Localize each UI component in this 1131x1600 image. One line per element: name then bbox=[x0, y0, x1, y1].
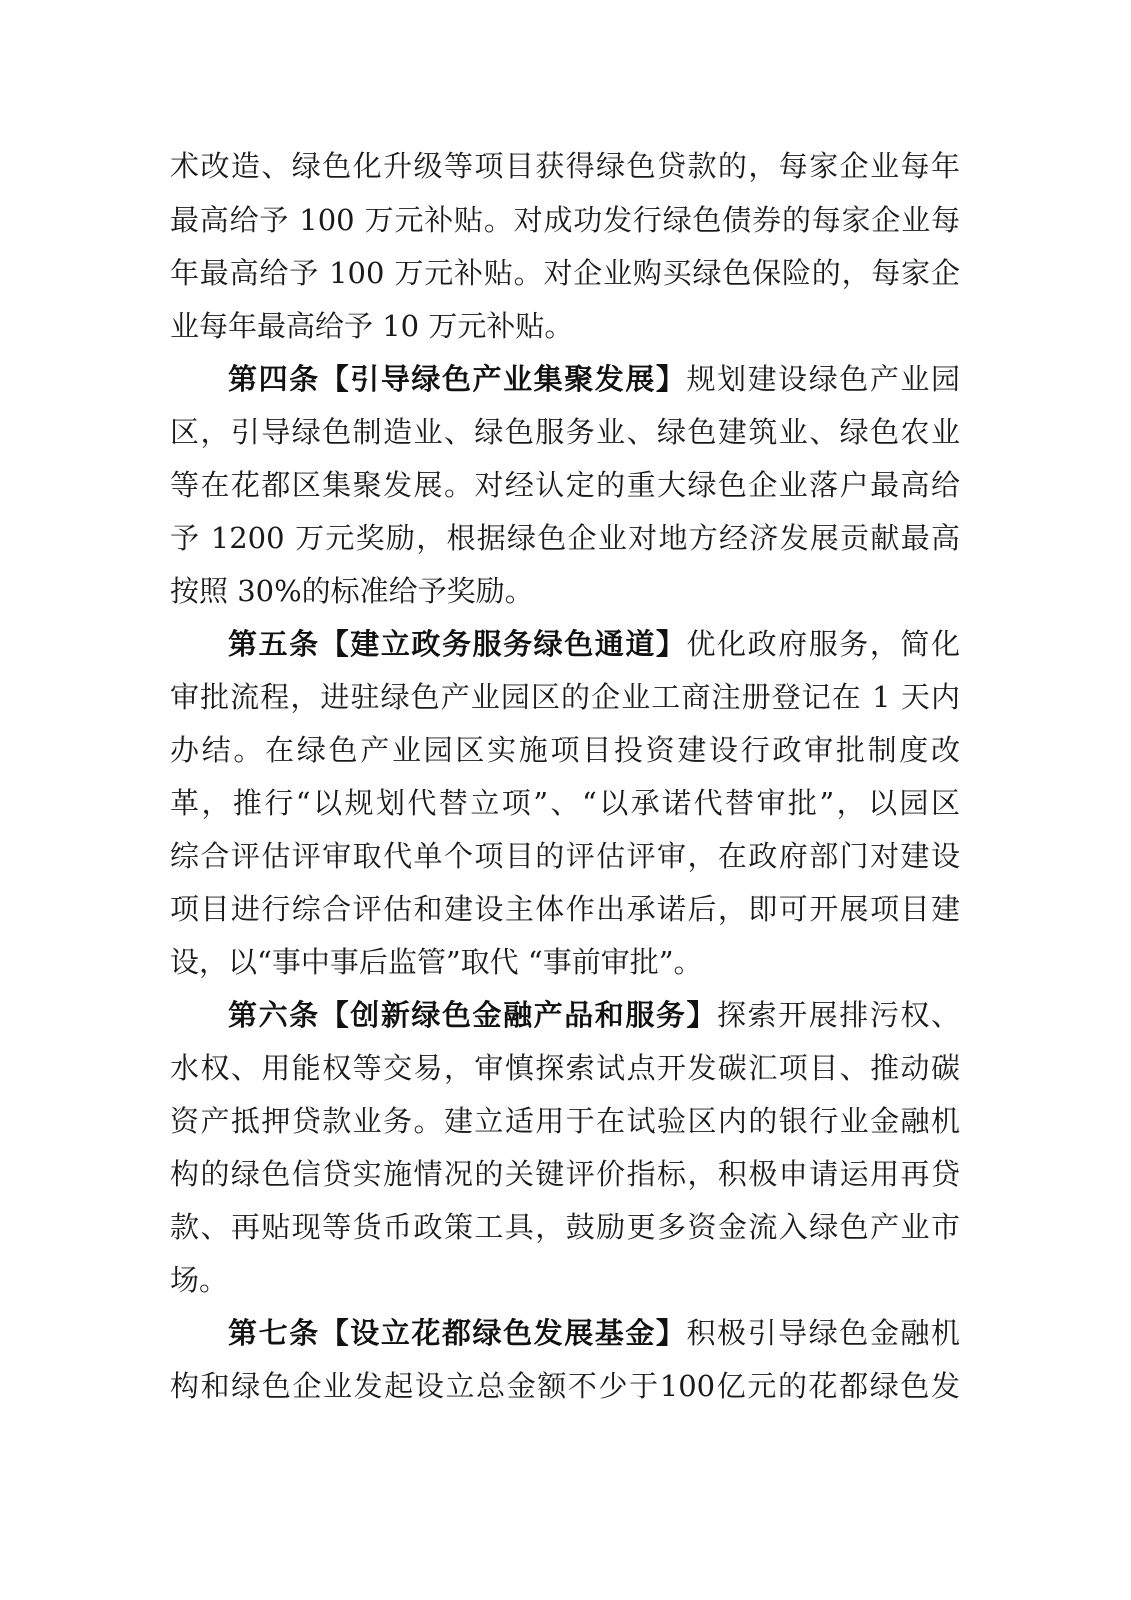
body-line: 构的绿色信贷实施情况的关键评价指标，积极申请运用再贷 bbox=[170, 1157, 960, 1191]
article-7-first-line bbox=[228, 1303, 960, 1363]
body-line: 等在花都区集聚发展。对经认定的重大绿色企业落户最高给 bbox=[170, 468, 960, 502]
body-line: 办结。在绿色产业园区实施项目投资建设行政审批制度改 bbox=[170, 733, 960, 767]
body-line: 区，引导绿色制造业、绿色服务业、绿色建筑业、绿色农业 bbox=[170, 415, 960, 449]
body-line: 最高给予 100 万元补贴。对成功发行绿色债券的每家企业每 bbox=[170, 203, 960, 237]
body-line: 资产抵押贷款业务。建立适用于在试验区内的银行业金融机 bbox=[170, 1104, 960, 1138]
body-line: 项目进行综合评估和建设主体作出承诺后，即可开展项目建 bbox=[170, 892, 960, 926]
article-heading: 第五条【建立政务服务绿色通道】 bbox=[228, 627, 687, 661]
body-line: 予 1200 万元奖励，根据绿色企业对地方经济发展贡献最高 bbox=[170, 521, 960, 555]
body-line: 革，推行“以规划代替立项”、“以承诺代替审批”，以园区 bbox=[170, 786, 960, 820]
body-line: 款、再贴现等货币政策工具，鼓励更多资金流入绿色产业市 bbox=[170, 1210, 960, 1244]
body-line: 场。 bbox=[170, 1263, 229, 1297]
article-text: 积极引导绿色金融机 bbox=[686, 1316, 960, 1350]
body-line: 审批流程，进驻绿色产业园区的企业工商注册登记在 1 天内 bbox=[170, 680, 960, 714]
article-heading: 第四条【引导绿色产业集聚发展】 bbox=[228, 362, 687, 396]
article-6-first-line bbox=[228, 985, 960, 1045]
article-heading: 第六条【创新绿色金融产品和服务】 bbox=[228, 998, 718, 1032]
body-line: 综合评估评审取代单个项目的评估评审，在政府部门对建设 bbox=[170, 839, 960, 873]
article-text: 优化政府服务，简化 bbox=[686, 627, 960, 661]
article-heading: 第七条【设立花都绿色发展基金】 bbox=[228, 1316, 687, 1350]
article-text: 探索开展排污权、 bbox=[717, 998, 960, 1032]
article-text: 规划建设绿色产业园 bbox=[686, 362, 960, 396]
article-4-first-line bbox=[228, 349, 960, 409]
body-line: 水权、用能权等交易，审慎探索试点开发碳汇项目、推动碳 bbox=[170, 1051, 960, 1085]
body-line: 业每年最高给予 10 万元补贴。 bbox=[170, 309, 574, 343]
body-line: 术改造、绿色化升级等项目获得绿色贷款的，每家企业每年 bbox=[170, 149, 960, 183]
body-line: 构和绿色企业发起设立总金额不少于100亿元的花都绿色发 bbox=[170, 1369, 960, 1403]
body-line: 设，以“事中事后监管”取代 “事前审批”。 bbox=[170, 945, 703, 979]
body-line: 按照 30%的标准给予奖励。 bbox=[170, 574, 534, 608]
body-line: 年最高给予 100 万元补贴。对企业购买绿色保险的，每家企 bbox=[170, 256, 960, 290]
article-5-first-line bbox=[228, 614, 960, 674]
